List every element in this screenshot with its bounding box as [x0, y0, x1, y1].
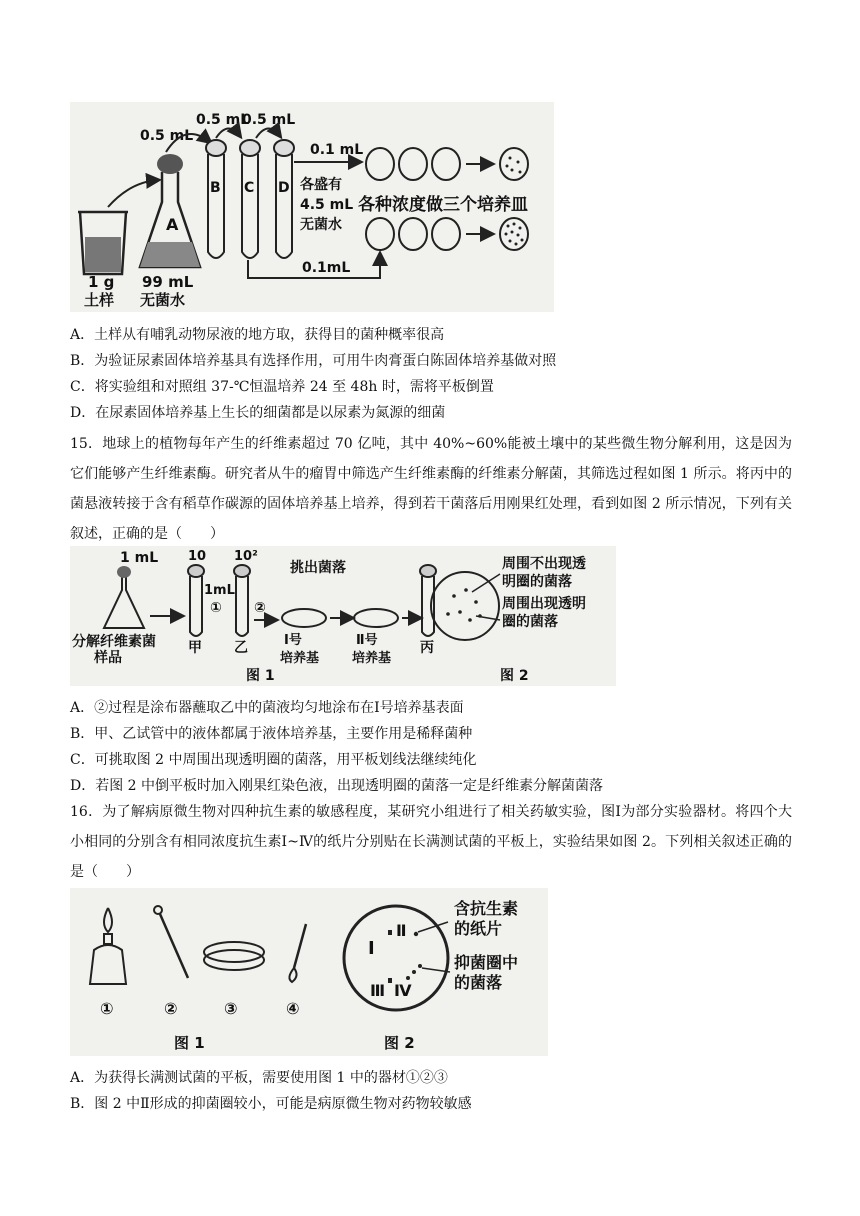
item-2-number: ② — [164, 999, 178, 1018]
legend-no-halo-2: 明圈的菌落 — [502, 574, 572, 590]
tube-d-label: D — [278, 180, 290, 196]
alcohol-lamp-icon — [90, 908, 126, 984]
dilution-2: 10² — [234, 549, 258, 564]
dilution-diagram — [70, 102, 554, 312]
medium-1-plate — [282, 609, 326, 627]
flask-a — [140, 154, 200, 267]
legend-halo-1: 周围出现透明 — [502, 596, 586, 612]
q16-option-a: A．为获得长满测试菌的平板，需要使用图 1 中的器材①②③ — [70, 1070, 448, 1086]
pick-colony-label: 挑出菌落 — [290, 560, 346, 576]
note-colony-2: 的菌落 — [454, 973, 503, 992]
transfer-amount-2: 0.5 mL — [196, 112, 250, 128]
antibiotic-diagram — [70, 888, 548, 1056]
tube-b-label: B — [210, 180, 221, 196]
disc-iii-label: Ⅲ — [370, 981, 386, 1000]
item-1-number: ① — [100, 999, 114, 1018]
fig2-caption: 图 2 — [384, 1034, 415, 1052]
note-disc-1: 含抗生素 — [454, 899, 519, 918]
plate-dense-colonies — [500, 218, 528, 250]
tube-note-2: 4.5 mL — [300, 197, 354, 213]
tube-jia-label: 甲 — [188, 640, 202, 656]
legend-halo-2: 圈的菌落 — [502, 614, 558, 630]
dilution-1: 10 — [188, 549, 207, 564]
sample-label-2: 样品 — [94, 650, 122, 666]
transfer-amount-1: 0.5 mL — [140, 128, 194, 144]
plates-note: 各种浓度做三个培养皿 — [358, 195, 528, 215]
soil-label: 土样 — [84, 291, 115, 309]
sample-amount: 1 mL — [120, 550, 159, 566]
fig1-caption: 图 1 — [174, 1034, 205, 1052]
screening-diagram — [70, 546, 616, 686]
q16-option-b: B．图 2 中Ⅱ形成的抑菌圈较小，可能是病原微生物对药物较敏感 — [70, 1096, 472, 1112]
plate-sparse-colonies — [500, 148, 528, 180]
q14-option-b: B．为验证尿素固体培养基具有选择作用，可用牛肉膏蛋白陈固体培养基做对照 — [70, 353, 557, 369]
q15-option-c: C．可挑取图 2 中周围出现透明圈的菌落，用平板划线法继续纯化 — [70, 752, 477, 768]
inoculating-loop-icon — [289, 924, 306, 982]
note-disc-2: 的纸片 — [454, 919, 503, 938]
flask-water-volume: 99 mL — [142, 273, 194, 291]
spreader-icon — [154, 906, 188, 978]
medium-2-label: 培养基 — [352, 651, 392, 666]
q15-option-a: A．②过程是涂布器蘸取乙中的菌液均匀地涂布在Ⅰ号培养基表面 — [70, 700, 464, 716]
soil-beaker — [78, 212, 128, 274]
q14-option-d: D．在尿素固体培养基上生长的细菌都是以尿素为氮源的细菌 — [70, 405, 446, 421]
congo-red-plate — [431, 572, 500, 640]
figure-cellulose-screening — [70, 546, 616, 686]
q15-stem: 15．地球上的植物每年产生的纤维素超过 70 亿吨，其中 40%~60%能被土壤中的某些微生物分解利用，这是因为它们能够产生纤维素酶。研究者从牛的瘤胃中筛选产生纤维素酶的纤维素分解菌，其筛选过程如图 1 所示。将丙中的菌悬液转接于含有稻草作碳源的固体培养基上培养，得到若干菌落后用刚果红处理，看到如图 2 所示情况，下列有关叙述，正确的是（ ） — [70, 436, 792, 542]
tube-jia — [188, 565, 204, 636]
plates-bottom-row — [366, 218, 460, 250]
transfer-amount: 1mL — [204, 583, 235, 598]
figure-antibiotic-test — [70, 888, 548, 1056]
disc-iv-label: Ⅳ — [394, 981, 412, 1000]
figure-urea-bacteria-dilution — [70, 102, 554, 312]
item-3-number: ③ — [224, 999, 238, 1018]
transfer-bottom-label: 0.1mL — [302, 260, 351, 276]
step-2: ② — [254, 600, 266, 616]
fig1-caption: 图 1 — [246, 668, 275, 684]
fig2-caption: 图 2 — [500, 668, 529, 684]
flask-label: A — [166, 215, 179, 234]
disc-i-label: Ⅰ — [368, 938, 375, 959]
tube-bing — [420, 565, 436, 636]
tube-yi-label: 乙 — [234, 640, 248, 656]
step-1: ① — [210, 600, 222, 616]
test-tubes — [206, 140, 294, 258]
sample-flask — [104, 574, 144, 628]
disc-ii-label: Ⅱ — [396, 921, 407, 940]
note-colony-1: 抑菌圈中 — [454, 953, 519, 972]
q15-option-b: B．甲、乙试管中的液体都属于液体培养基，主要作用是稀释菌种 — [70, 726, 473, 742]
sample-label-1: 分解纤维素菌 — [72, 634, 156, 650]
tube-note-1: 各盛有 — [300, 177, 342, 193]
item-4-number: ④ — [286, 999, 300, 1018]
medium-1-number: Ⅰ号 — [284, 633, 302, 648]
transfer-top-label: 0.1 mL — [310, 142, 364, 158]
q15-option-d: D．若图 2 中倒平板时加入刚果红染色液，出现透明圈的菌落一定是纤维素分解菌菌落 — [70, 778, 604, 794]
q14-option-c: C．将实验组和对照组 37-℃恒温培养 24 至 48h 时，需将平板倒置 — [70, 379, 494, 395]
petri-dish-icon — [204, 942, 264, 970]
medium-1-label: 培养基 — [280, 651, 320, 666]
soil-mass: 1 g — [88, 273, 115, 291]
tube-c-label: C — [244, 180, 255, 196]
tube-yi — [234, 565, 250, 636]
tube-bing-label: 丙 — [420, 640, 434, 656]
q16-stem: 16．为了解病原微生物对四种抗生素的敏感程度，某研究小组进行了相关药敏实验，图Ⅰ为部分实验器材。将四个大小相同的分别含有相同浓度抗生素Ⅰ~Ⅳ的纸片分别贴在长满测试菌的平板上，实验结果如图 2。下列相关叙述正确的是（ ） — [70, 804, 792, 880]
medium-2-plate — [354, 609, 398, 627]
tube-note-3: 无菌水 — [300, 217, 342, 233]
flask-water-label: 无菌水 — [140, 291, 186, 309]
plates-top-row — [366, 148, 460, 180]
legend-no-halo-1: 周围不出现透 — [502, 556, 586, 572]
q14-option-a: A．土样从有哺乳动物尿液的地方取，获得目的菌种概率很高 — [70, 327, 445, 343]
transfer-amount-3: 0.5 mL — [242, 112, 296, 128]
medium-2-number: Ⅱ号 — [356, 633, 378, 648]
